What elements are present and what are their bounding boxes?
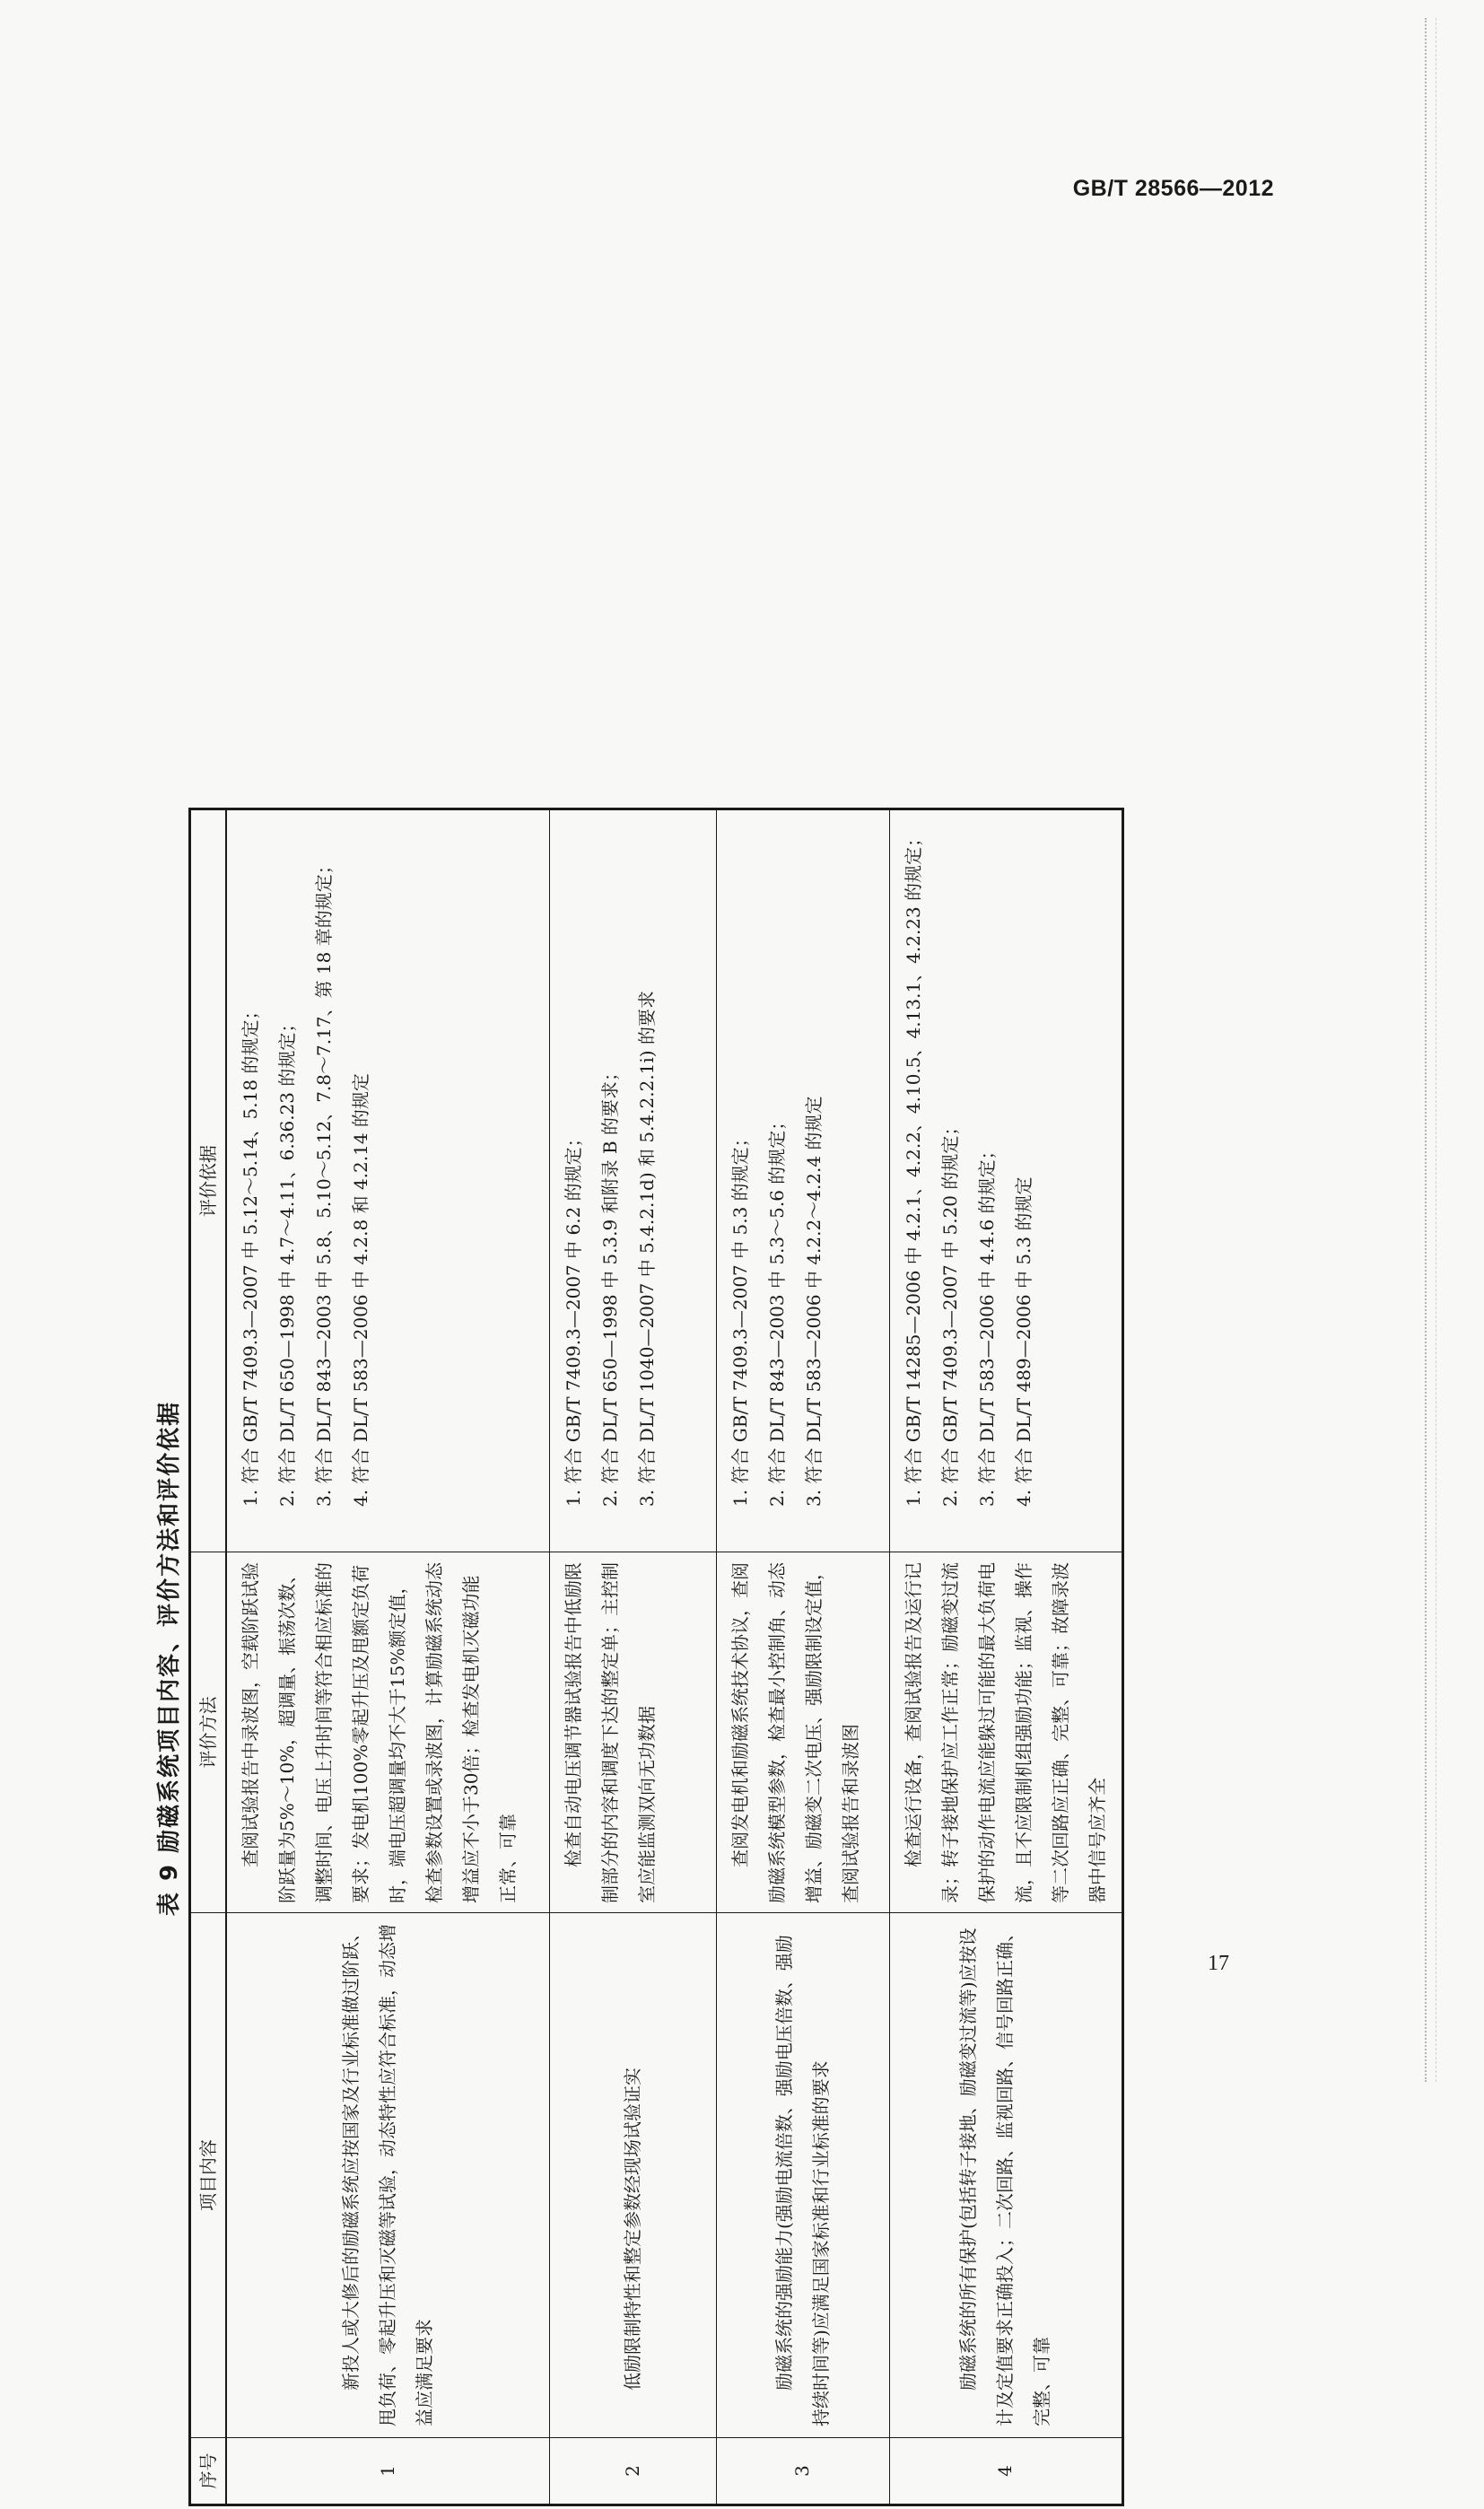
table-row xyxy=(716,809,889,2505)
basis-item: 2. 符合 GB/T 7409.3—2007 中 5.20 的规定； xyxy=(938,1117,961,1507)
rotated-table-page xyxy=(102,808,1197,2509)
basis-item: 2. 符合 DL/T 650—1998 中 4.7～4.11、6.36.23 的规定； xyxy=(276,1014,298,1507)
table-row xyxy=(226,809,549,2505)
basis-item: 3. 符合 DL/T 583—2006 中 4.2.2～4.2.4 的规定 xyxy=(802,1096,825,1507)
table-title: 表 9 励磁系统项目内容、评价方法和评价依据 xyxy=(156,1400,183,1917)
row-seq: 4 xyxy=(889,2438,1122,2505)
basis-item: 1. 符合 GB/T 7409.3—2007 中 5.12～5.14、5.18 的规定； xyxy=(240,1001,261,1507)
basis-item: 2. 符合 DL/T 650—1998 中 5.3.9 和附录 B 的要求； xyxy=(598,1063,621,1507)
table-row xyxy=(549,809,716,2505)
row-seq: 1 xyxy=(226,2438,549,2505)
row-content: 励磁系统的强励能力(强励电流倍数、强励电压倍数、强励持续时间等)应满足国家标准和行业标准的要求 xyxy=(716,1913,889,2438)
row-seq: 2 xyxy=(549,2438,716,2505)
basis-item: 1. 符合 GB/T 14285—2006 中 4.2.1、4.2.2、4.10.5、4.13.1、4.2.23 的规定； xyxy=(902,828,924,1507)
header-content: 项目内容 xyxy=(190,1913,227,2438)
row-basis xyxy=(226,809,549,1552)
row-basis xyxy=(549,809,716,1552)
row-method: 查阅发电机和励磁系统技术协议，查阅励磁系统模型参数，检查最小控制角、动态增益、励磁变二次电压、强励限制设定值，查阅试验报告和录波图 xyxy=(716,1552,889,1913)
row-seq: 3 xyxy=(716,2438,889,2505)
row-content: 新投人或大修后的励磁系统应按国家及行业标准做过阶跃、甩负荷、零起升压和灭磁等试验，动态特性应符合标准，动态增益应满足要求 xyxy=(226,1913,549,2438)
page-number: 17 xyxy=(1208,1952,1229,1975)
row-method: 检查自动电压调节器试验报告中低励限制部分的内容和调度下达的整定单；主控制室应能监测双向无功数据 xyxy=(549,1552,716,1913)
basis-item: 4. 符合 DL/T 489—2006 中 5.3 的规定 xyxy=(1012,1176,1034,1507)
basis-item: 3. 符合 DL/T 843—2003 中 5.8、5.10～5.12、7.8～7.17、第 18 章的规定； xyxy=(313,856,335,1507)
basis-item: 2. 符合 DL/T 843—2003 中 5.3～5.6 的规定； xyxy=(765,1112,788,1507)
evaluation-table xyxy=(188,808,1124,2506)
basis-item: 3. 符合 DL/T 583—2006 中 4.4.6 的规定； xyxy=(975,1141,998,1507)
row-method: 查阅试验报告中录波图，空载阶跃试验阶跃量为5%～10%，超调量、振荡次数、调整时间、电压上升时间等符合相应标准的要求；发电机100%零起升压及甩额定负荷时，端电压超调量均不大于15%额定值，检查参数设置或录波图，计算励磁系统动态增益应不小于30倍；检查发电机灭磁功能正常、可靠 xyxy=(226,1552,549,1913)
basis-item: 1. 符合 GB/T 7409.3—2007 中 5.3 的规定； xyxy=(729,1129,751,1507)
basis-item: 3. 符合 DL/T 1040—2007 中 5.4.2.1d) 和 5.4.2.2.1i) 的要求 xyxy=(635,991,658,1507)
header-method: 评价方法 xyxy=(190,1552,227,1913)
row-basis xyxy=(716,809,889,1552)
header-seq: 序号 xyxy=(190,2438,227,2505)
standard-code: GB/T 28566—2012 xyxy=(1072,176,1274,201)
binding-margin-line xyxy=(1425,18,1427,2082)
row-content: 励磁系统的所有保护(包括转子接地、励磁变过流等)应按设计及定值要求正确投入；二次回路、监视回路、信号回路正确、完整、可靠 xyxy=(889,1913,1122,2438)
header-basis: 评价依据 xyxy=(190,809,227,1552)
row-basis xyxy=(889,809,1122,1552)
table-header-row xyxy=(190,809,227,2505)
row-content: 低励限制特性和整定参数经现场试验证实 xyxy=(549,1913,716,2438)
row-method: 检查运行设备，查阅试验报告及运行记录；转子接地保护应工作正常；励磁变过流保护的动作电流应能躲过可能的最大负荷电流，且不应限制机组强励功能；监视、操作等二次回路应正确、完整、可靠；故障录波器中信号应齐全 xyxy=(889,1552,1122,1913)
basis-item: 4. 符合 DL/T 583—2006 中 4.2.8 和 4.2.14 的规定 xyxy=(350,1073,371,1507)
table-row xyxy=(889,809,1122,2505)
basis-item: 1. 符合 GB/T 7409.3—2007 中 6.2 的规定； xyxy=(562,1129,584,1507)
